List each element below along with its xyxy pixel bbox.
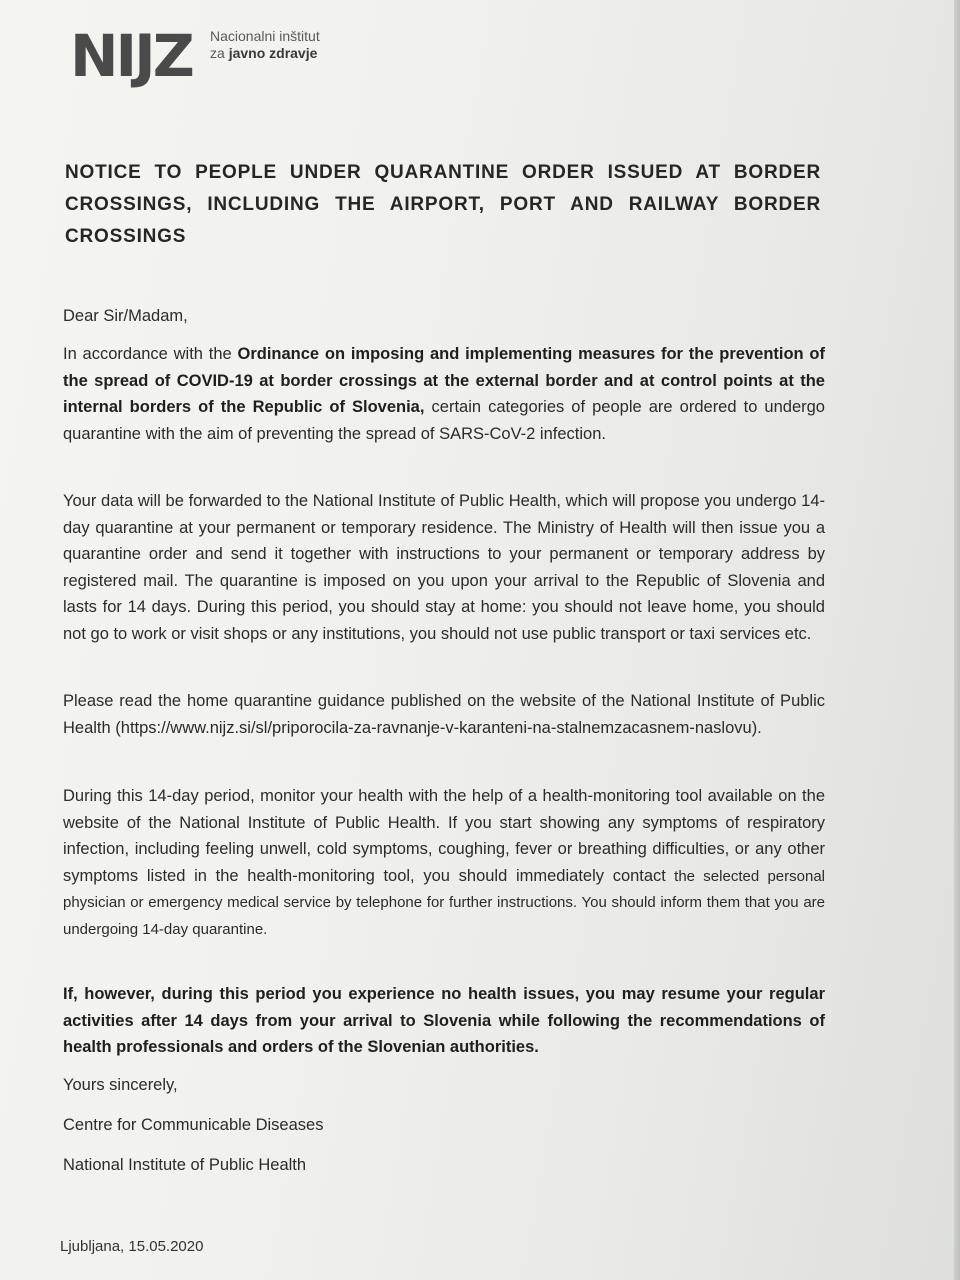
logo-line-2	[210, 45, 320, 62]
closing: Yours sincerely,	[63, 1076, 178, 1094]
paragraph-resume-activities	[63, 981, 825, 1061]
logo-line-1: Nacionalni inštitut	[210, 28, 320, 44]
ordinance-name: Ordinance on imposing and implementing measures for the prevention of the spread of COVID-19 at border crossings at the external border and at control points at the internal borders of the Republic of Slovenia,	[63, 345, 825, 416]
notice-title: NOTICE TO PEOPLE UNDER QUARANTINE ORDER ISSUED AT BORDER CROSSINGS, INCLUDING THE AIRPORT, PORT AND RAILWAY BORDER CROSSINGS	[65, 162, 821, 247]
paragraph-ordinance-lead: In accordance with the	[63, 345, 238, 363]
paragraph-health-monitoring	[63, 783, 825, 942]
signature-centre: Centre for Communicable Diseases	[63, 1116, 324, 1134]
paragraph-data-forwarding: Your data will be forwarded to the National Institute of Public Health, which will propose you undergo 14-day quarantine at your permanent or temporary residence. The Ministry of Health will then issue you a quarantine order and send it together with instructions to your permanent or temporary address by registered mail. The quarantine is imposed on you upon your arrival to the Republic of Slovenia and lasts for 14 days. During this period, you should stay at home: you should not leave home, you should not go to work or visit shops or any institutions, you should not use public transport or taxi services etc.	[63, 492, 825, 643]
paragraph-ordinance	[63, 341, 825, 447]
paragraph-health-monitoring-small: the selected personal physician or emergency medical service by telephone for further instructions. You should inform them that you are undergoing 14-day quarantine.	[63, 867, 825, 938]
logo-line-2-bold: javno zdravje	[228, 45, 318, 61]
paragraph-health-monitoring-main: During this 14-day period, monitor your health with the help of a health-monitoring tool available on the website of the National Institute of Public Health. If you start showing any symptoms of respiratory infection, including feeling unwell, cold symptoms, coughing, fever or breathing difficulties, or any other symptoms listed in the health-monitoring tool, you should immediately contact	[63, 787, 825, 885]
paragraph-resume-activities-text: If, however, during this period you experience no health issues, you may resume your regular activities after 14 days from your arrival to Slovenia while following the recommendations of health professionals and orders of the Slovenian authorities.	[63, 985, 825, 1056]
salutation: Dear Sir/Madam,	[63, 307, 188, 325]
logo-institute-name	[210, 28, 320, 62]
paragraph-ordinance-tail: certain categories of people are ordered to undergo quarantine with the aim of preventing the spread of SARS-CoV-2 infection.	[63, 398, 825, 443]
signature-institute: National Institute of Public Health	[63, 1156, 307, 1174]
nijz-logo	[70, 24, 370, 94]
paragraph-guidance: Please read the home quarantine guidance published on the website of the National Institute of Public Health (https://www.nijz.si/sl/priporocila-za-ravnanje-v-karanteni-na-stalnemzacasnem-naslovu).	[63, 692, 825, 737]
page-edge	[954, 0, 960, 1280]
place-and-date: Ljubljana, 15.05.2020	[60, 1238, 204, 1255]
logo-mark: NIJZ	[70, 22, 192, 90]
logo-line-2-prefix: za	[210, 45, 225, 61]
